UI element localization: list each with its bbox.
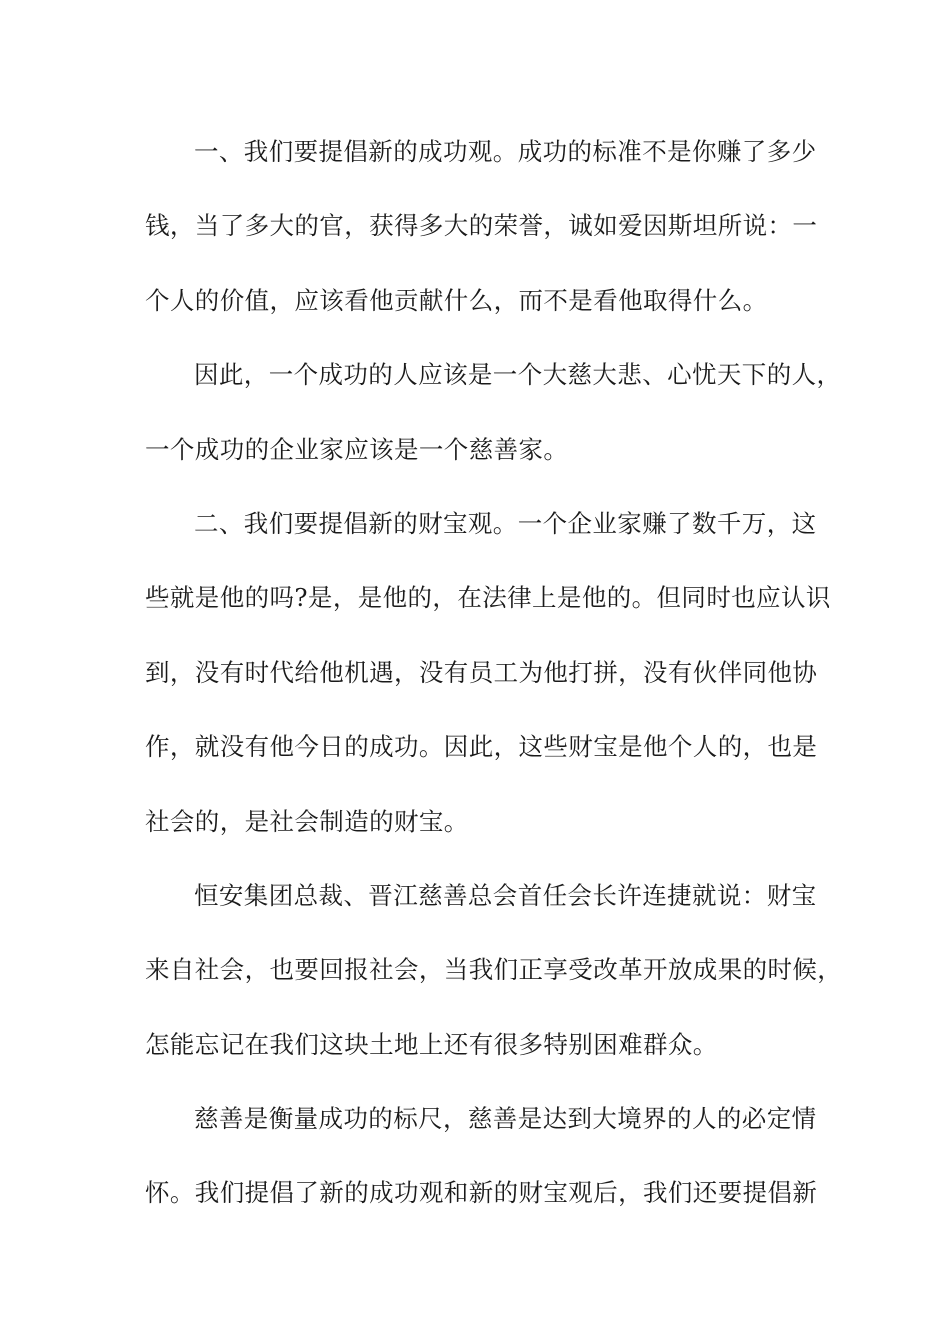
paragraph-line: 一、我们要提倡新的成功观。成功的标准不是你赚了多少 (194, 137, 817, 166)
paragraph-line: 到，没有时代给他机遇，没有员工为他打拼，没有伙伴同他协 (145, 657, 818, 687)
paragraph-line: 二、我们要提倡新的财宝观。一个企业家赚了数千万，这 (194, 508, 817, 538)
paragraph-line: 一个成功的企业家应该是一个慈善家。 (145, 434, 569, 464)
paragraph-line: 恒安集团总裁、晋江慈善总会首任会长许连捷就说：财宝 (194, 880, 817, 910)
body-text (145, 127, 843, 1243)
paragraph-line: 钱，当了多大的官，获得多大的荣誉，诚如爱因斯坦所说：一 (145, 211, 818, 241)
paragraph-line: 慈善是衡量成功的标尺，慈善是达到大境界的人的必定情 (194, 1104, 817, 1134)
paragraph-line: 怀。我们提倡了新的成功观和新的财宝观后，我们还要提倡新 (145, 1178, 818, 1208)
paragraph-line: 社会的，是社会制造的财宝。 (145, 806, 469, 836)
paragraph-line: 因此，一个成功的人应该是一个大慈大悲、心忧天下的人， (194, 360, 842, 390)
paragraph-line: 作，就没有他今日的成功。因此，这些财宝是他个人的，也是 (145, 732, 818, 762)
paragraph-line: 来自社会，也要回报社会，当我们正享受改革开放成果的时候， (145, 955, 843, 985)
paragraph-line: 怎能忘记在我们这块土地上还有很多特别困难群众。 (145, 1029, 718, 1059)
paragraph-line: 些就是他的吗?是，是他的，在法律上是他的。但同时也应认识 (145, 583, 831, 613)
paragraph-line: 个人的价值，应该看他贡献什么，而不是看他取得什么。 (145, 285, 768, 315)
